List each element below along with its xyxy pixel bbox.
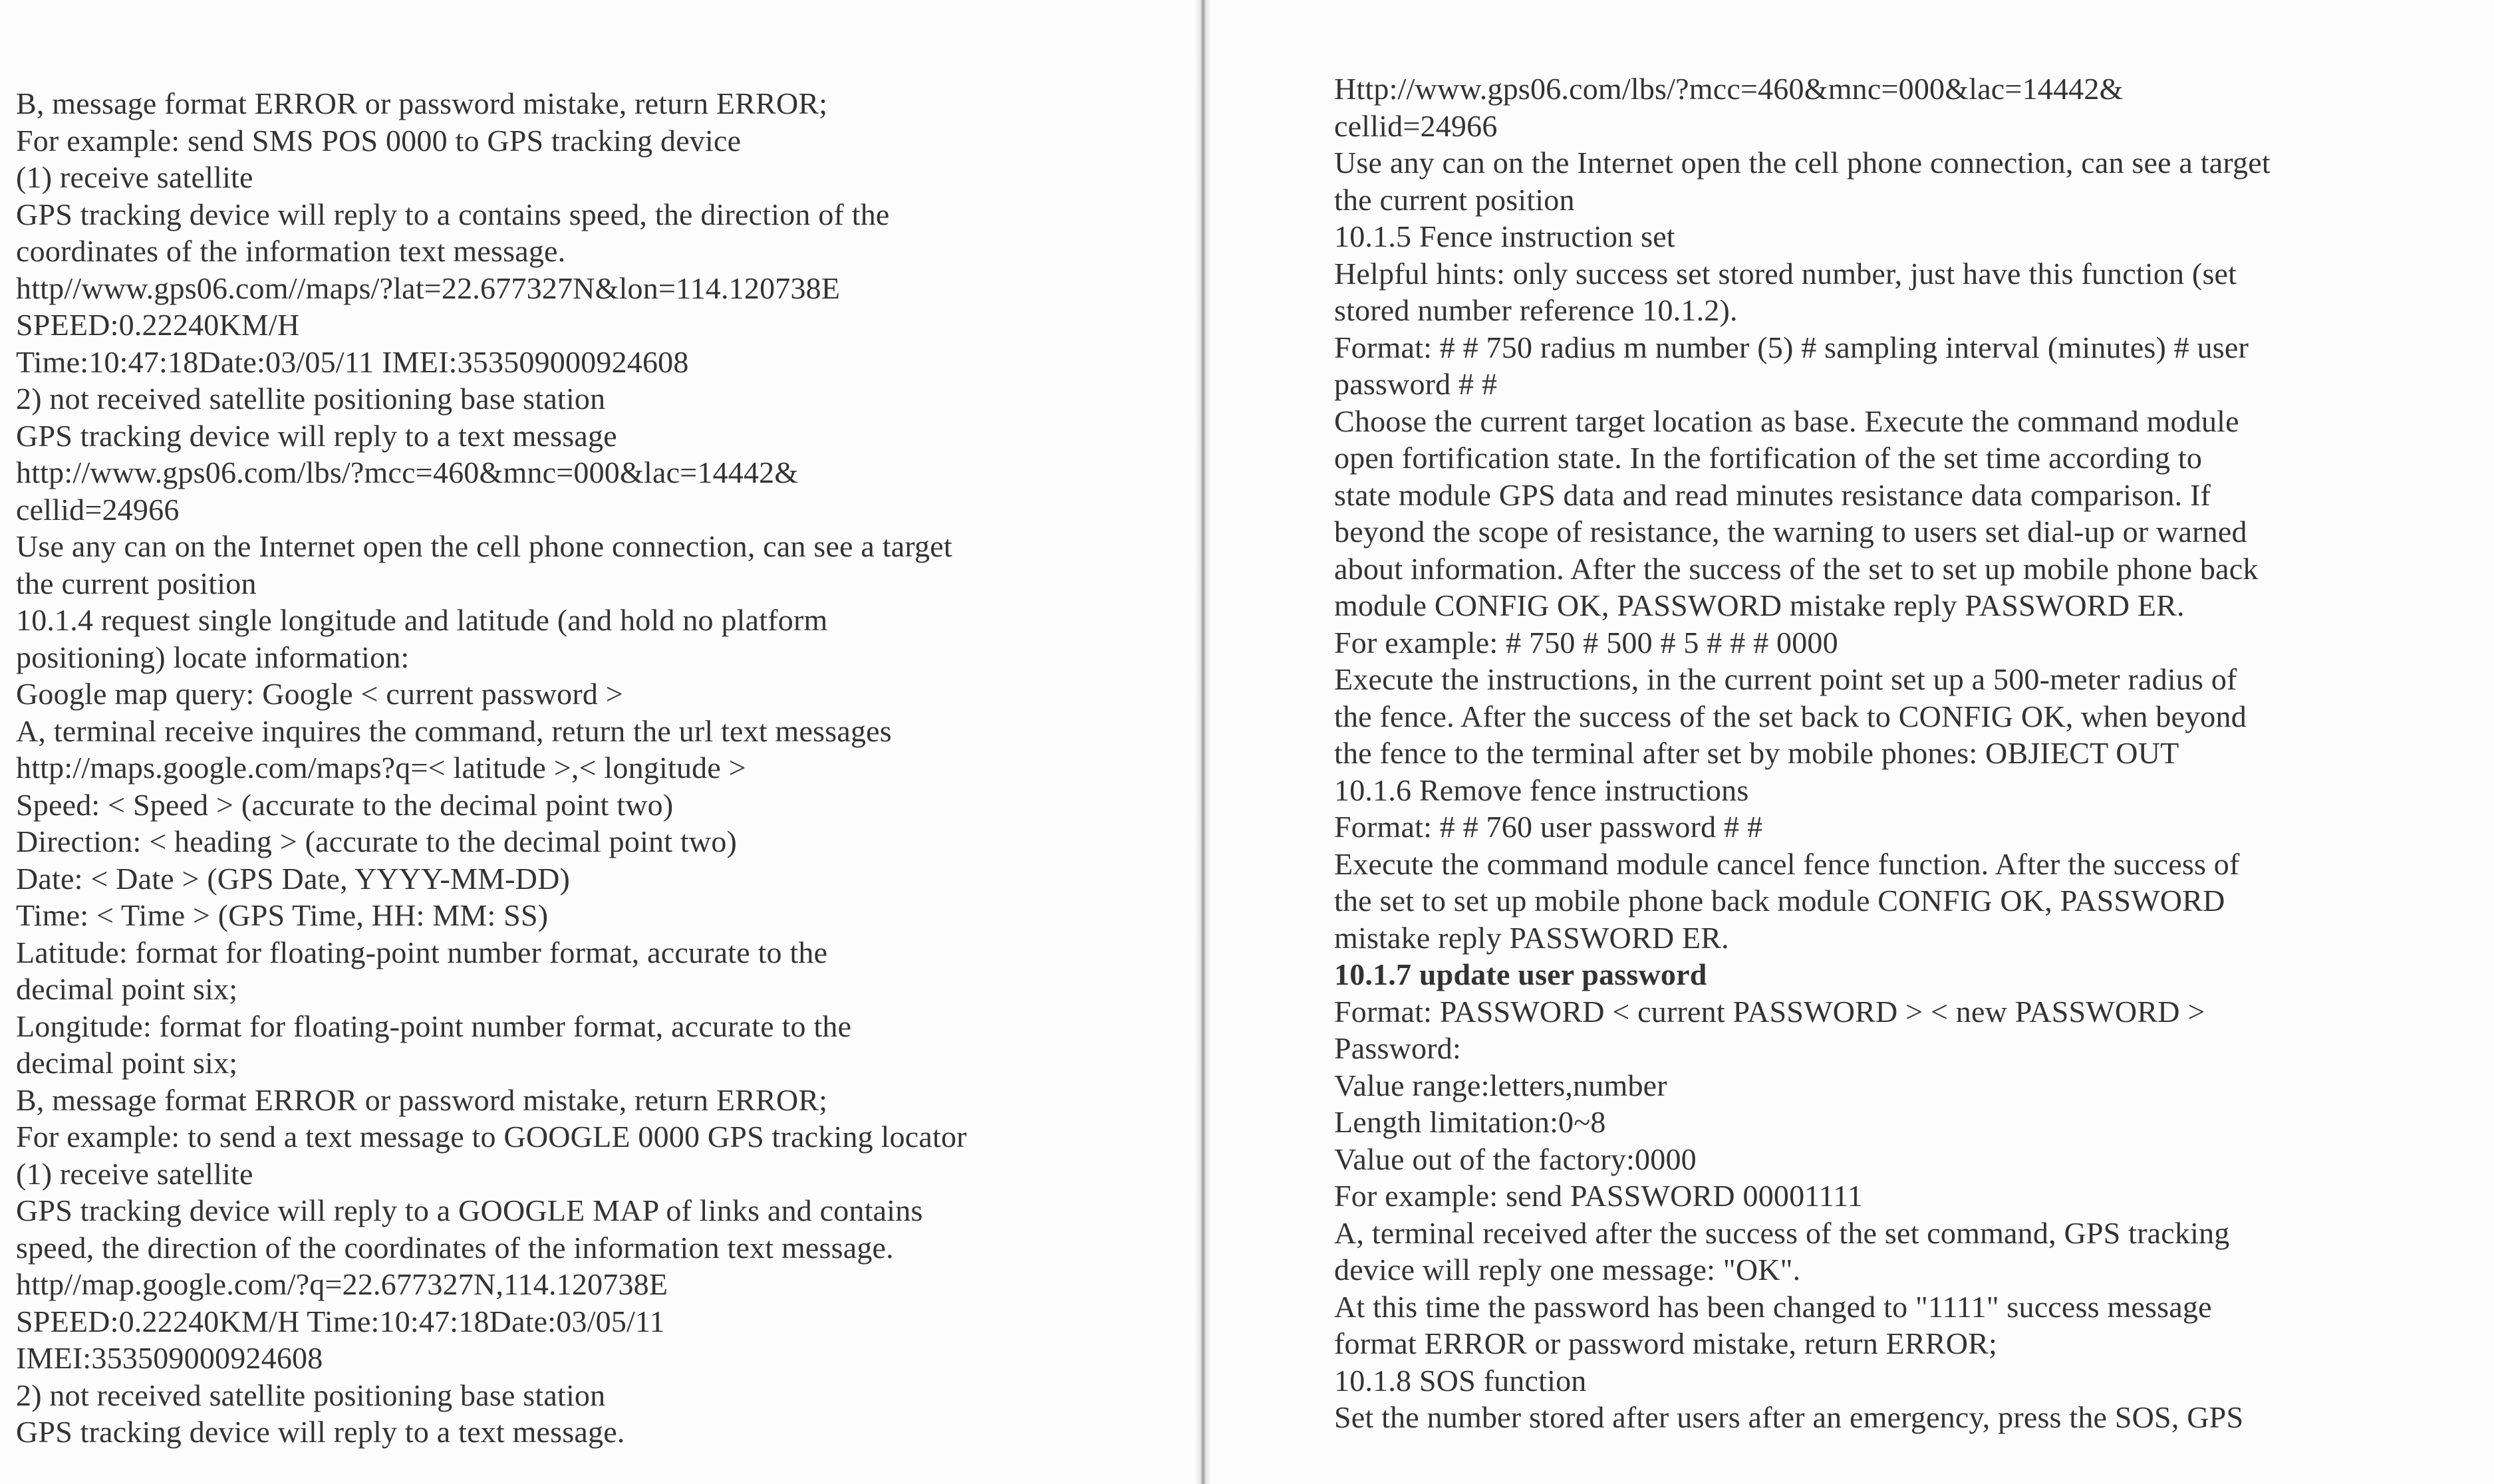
text-line: IMEI:353509000924608 — [16, 1341, 323, 1375]
text-line: about information. After the success of the set to set up mobile phone back — [1334, 551, 2259, 586]
text-line: open fortification state. In the fortification of the set time according to — [1334, 441, 2203, 475]
text-line: decimal point six; — [16, 972, 238, 1006]
text-line: the set to set up mobile phone back module CONFIG OK, PASSWORD — [1334, 884, 2225, 918]
text-line: module CONFIG OK, PASSWORD mistake reply PASSWORD ER. — [1334, 588, 2185, 622]
text-line: Speed: < Speed > (accurate to the decimal point two) — [16, 787, 674, 822]
text-line: stored number reference 10.1.2). — [1334, 293, 1738, 327]
text-line: Format: # # 760 user password # # — [1334, 810, 1763, 844]
text-line: the current position — [1334, 182, 1575, 217]
text-line: B, message format ERROR or password mistake, return ERROR; — [16, 86, 828, 120]
text-line: At this time the password has been changed to "1111" success message — [1334, 1289, 2212, 1324]
text-line: http://www.gps06.com/lbs/?mcc=460&mnc=000&lac=14442& — [16, 455, 799, 489]
text-line: Time: < Time > (GPS Time, HH: MM: SS) — [16, 898, 549, 932]
text-line: Value out of the factory:0000 — [1334, 1142, 1697, 1176]
text-line: the fence. After the success of the set back to CONFIG OK, when beyond — [1334, 699, 2247, 733]
text-line: GPS tracking device will reply to a contains speed, the direction of the — [16, 197, 890, 231]
text-line: 10.1.8 SOS function — [1334, 1363, 1587, 1398]
text-line: decimal point six; — [16, 1046, 238, 1080]
text-line: device will reply one message: "OK". — [1334, 1253, 1801, 1287]
text-line: For example: # 750 # 500 # 5 # # # 0000 — [1334, 625, 1838, 660]
text-line: Latitude: format for floating-point number format, accurate to the — [16, 935, 828, 969]
text-line: Execute the command module cancel fence function. After the success of — [1334, 846, 2240, 881]
text-line: 10.1.5 Fence instruction set — [1334, 219, 1675, 253]
text-line: the current position — [16, 566, 257, 600]
text-line: Direction: < heading > (accurate to the decimal point two) — [16, 824, 738, 858]
right-page-text — [1334, 70, 2478, 1436]
text-line: positioning) locate information: — [16, 640, 410, 674]
text-line: mistake reply PASSWORD ER. — [1334, 920, 1729, 955]
text-line: Longitude: format for floating-point number format, accurate to the — [16, 1009, 852, 1043]
text-line: Format: PASSWORD < current PASSWORD > < new PASSWORD > — [1334, 994, 2205, 1029]
text-line: Use any can on the Internet open the cell phone connection, can see a target — [16, 529, 952, 563]
text-line: SPEED:0.22240KM/H Time:10:47:18Date:03/05/11 — [16, 1304, 665, 1338]
text-line: cellid=24966 — [1334, 108, 1498, 143]
text-line: cellid=24966 — [16, 492, 180, 527]
text-line: speed, the direction of the coordinates of the information text message. — [16, 1230, 894, 1265]
text-line: GPS tracking device will reply to a text message — [16, 418, 617, 453]
text-line: http://maps.google.com/maps?q=< latitude >,< longitude > — [16, 751, 746, 785]
text-line: Value range:letters,number — [1334, 1068, 1667, 1102]
text-line: Date: < Date > (GPS Date, YYYY-MM-DD) — [16, 861, 571, 896]
left-page — [0, 0, 1197, 1484]
right-page — [1210, 0, 2494, 1484]
text-line: the fence to the terminal after set by mobile phones: OBJIECT OUT — [1334, 736, 2179, 770]
text-line: 2) not received satellite positioning base station — [16, 1378, 606, 1412]
text-line: 10.1.6 Remove fence instructions — [1334, 773, 1749, 807]
text-line: Password: — [1334, 1031, 1461, 1065]
section-heading: 10.1.7 update user password — [1334, 957, 1707, 991]
text-line: (1) receive satellite — [16, 160, 253, 194]
text-line: B, message format ERROR or password mistake, return ERROR; — [16, 1082, 828, 1117]
text-line: Set the number stored after users after an emergency, press the SOS, GPS — [1334, 1400, 2244, 1434]
text-line: state module GPS data and read minutes resistance data comparison. If — [1334, 477, 2211, 512]
text-line: Choose the current target location as base. Execute the command module — [1334, 404, 2239, 438]
text-line: http//map.google.com/?q=22.677327N,114.120738E — [16, 1267, 668, 1301]
text-line: Google map query: Google < current password > — [16, 677, 623, 711]
book-gutter — [1194, 0, 1212, 1484]
text-line: http//www.gps06.com//maps/?lat=22.677327N&lon=114.120738E — [16, 271, 841, 305]
left-page-text — [16, 85, 1186, 1451]
text-line: Use any can on the Internet open the cell phone connection, can see a target — [1334, 146, 2271, 180]
text-line: Length limitation:0~8 — [1334, 1105, 1606, 1139]
text-line: (1) receive satellite — [16, 1156, 253, 1191]
text-line: Format: # # 750 radius m number (5) # sampling interval (minutes) # user — [1334, 330, 2249, 364]
text-line: Execute the instructions, in the current point set up a 500-meter radius of — [1334, 662, 2237, 696]
text-line: 10.1.4 request single longitude and latitude (and hold no platform — [16, 603, 828, 637]
text-line: SPEED:0.22240KM/H — [16, 308, 300, 342]
text-line: 2) not received satellite positioning base station — [16, 382, 606, 416]
text-line: For example: send PASSWORD 00001111 — [1334, 1179, 1863, 1213]
text-line: A, terminal receive inquires the command, return the url text messages — [16, 713, 892, 748]
text-line: password # # — [1334, 367, 1498, 401]
text-line: GPS tracking device will reply to a GOOGLE MAP of links and contains — [16, 1193, 923, 1227]
text-line: coordinates of the information text message. — [16, 234, 566, 268]
text-line: For example: to send a text message to GOOGLE 0000 GPS tracking locator — [16, 1120, 967, 1154]
text-line: For example: send SMS POS 0000 to GPS tracking device — [16, 123, 742, 158]
text-line: format ERROR or password mistake, return ERROR; — [1334, 1326, 1998, 1360]
text-line: A, terminal received after the success of the set command, GPS tracking — [1334, 1215, 2230, 1250]
text-line: Http://www.gps06.com/lbs/?mcc=460&mnc=000&lac=14442& — [1334, 72, 2124, 106]
text-line: Time:10:47:18Date:03/05/11 IMEI:353509000924608 — [16, 344, 689, 379]
text-line: GPS tracking device will reply to a text message. — [16, 1415, 625, 1449]
text-line: Helpful hints: only success set stored number, just have this function (set — [1334, 256, 2237, 291]
text-line: beyond the scope of resistance, the warning to users set dial-up or warned — [1334, 515, 2247, 549]
